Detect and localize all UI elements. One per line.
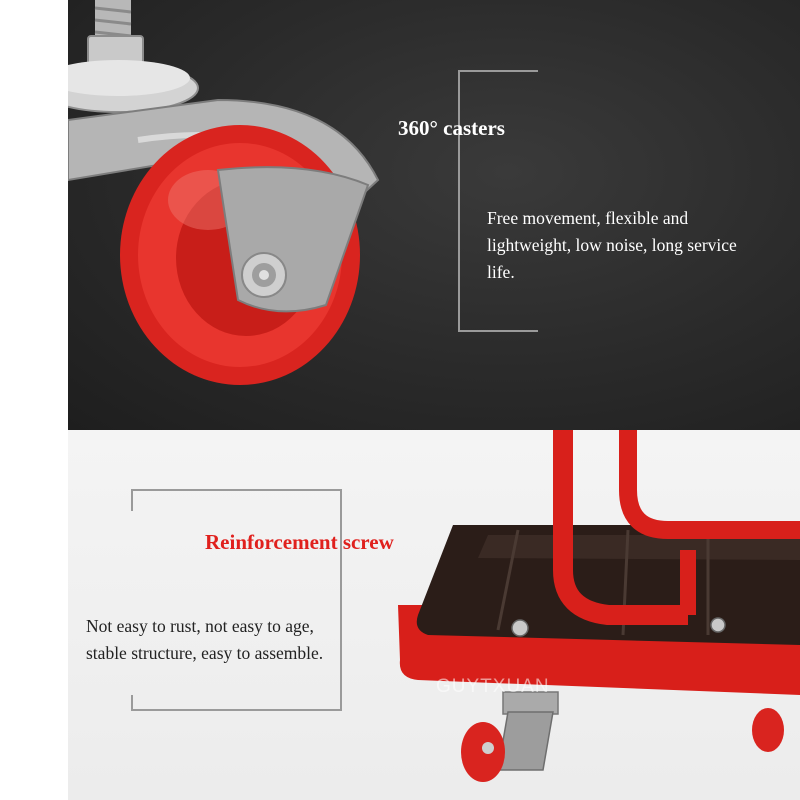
caster-feature-description: Free movement, flexible and lightweight, low noise, long service life. [487, 208, 737, 282]
small-wheel [461, 722, 505, 782]
screw-feature-description: Not easy to rust, not easy to age, stable structure, easy to assemble. [86, 616, 324, 663]
screw-feature-title: Reinforcement screw [205, 530, 394, 554]
brand-watermark: GUYTXUAN [436, 676, 550, 697]
caster-feature-title: 360° casters [398, 116, 505, 140]
screw [512, 620, 528, 636]
